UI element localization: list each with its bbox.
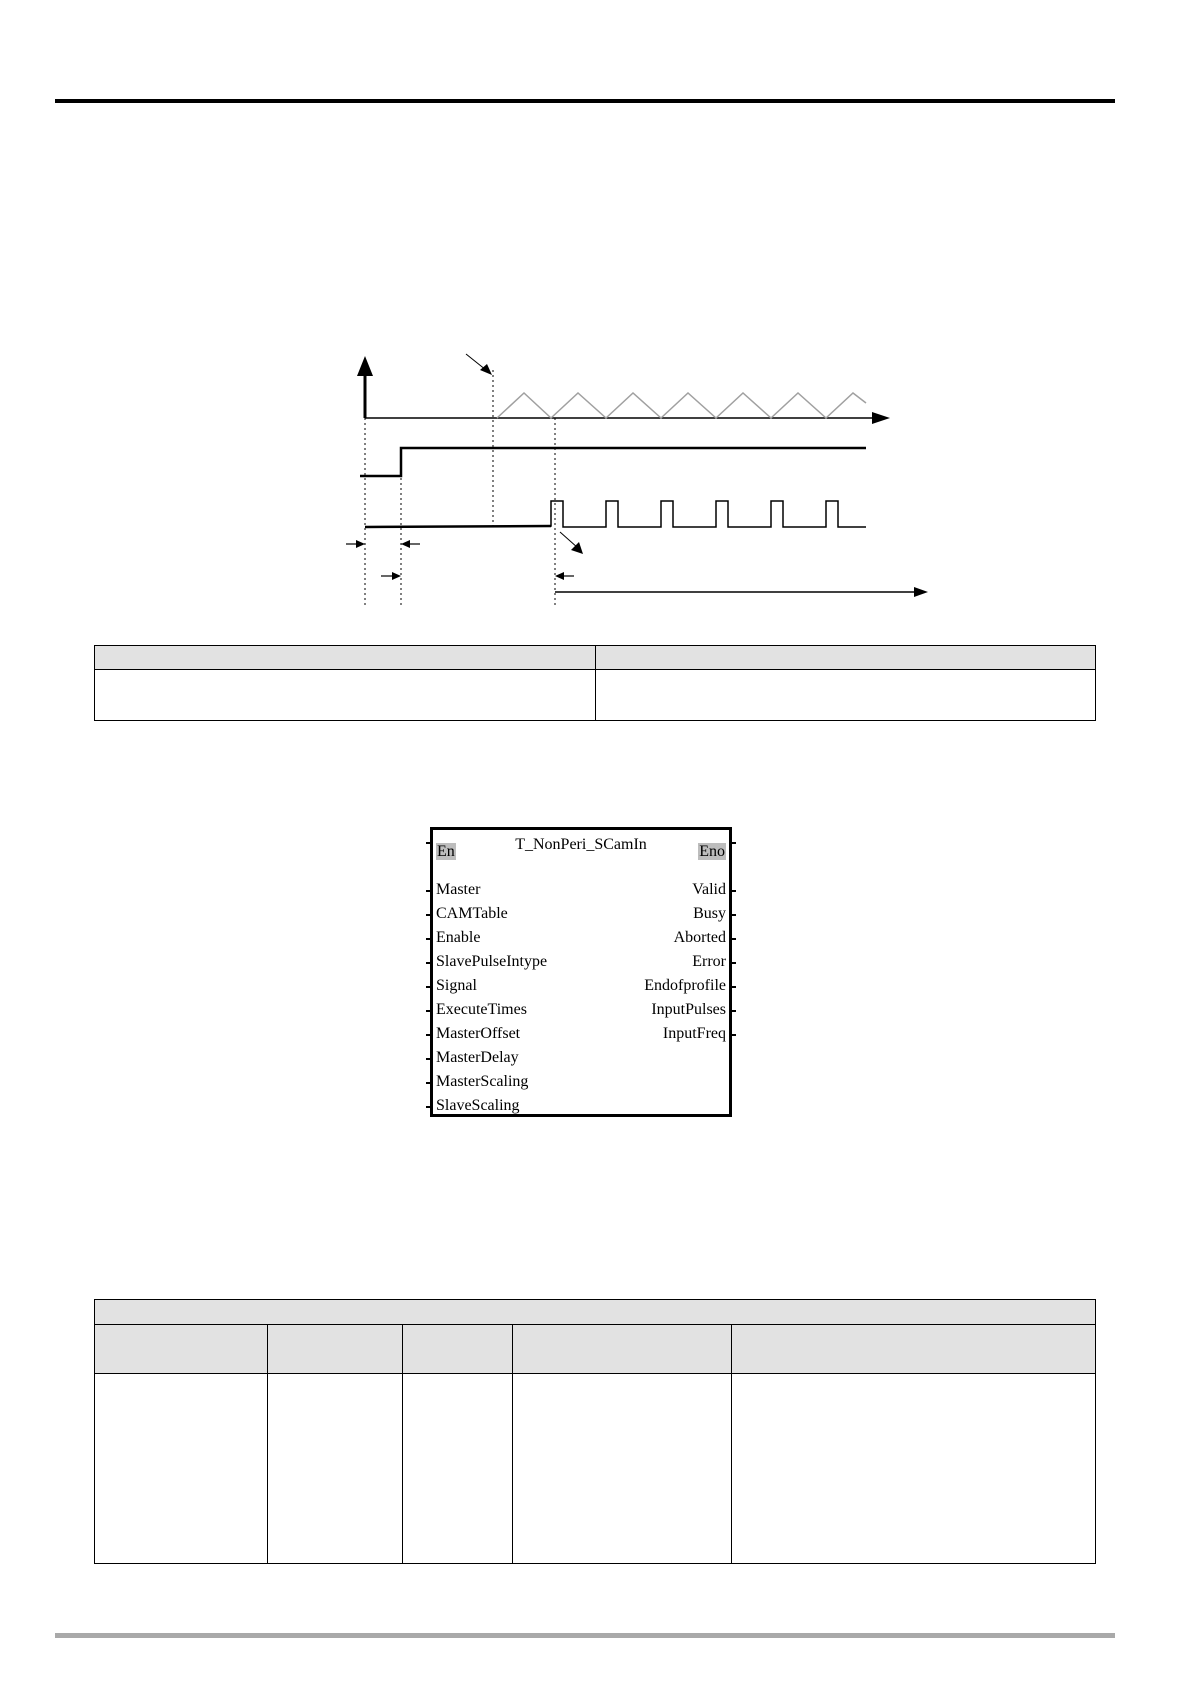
function-block	[430, 827, 732, 1117]
fb-input-pin: Enable	[436, 929, 481, 946]
fb-output-pin: InputFreq	[662, 1025, 726, 1042]
fb-name: T_NonPeri_SCamIn	[515, 836, 647, 853]
table-cell	[513, 1374, 732, 1564]
fb-input-pin: MasterDelay	[436, 1049, 519, 1066]
timing-x-arrow	[872, 412, 890, 424]
fb-en-pin	[436, 842, 456, 862]
table-cell	[95, 670, 596, 721]
fb-input-pin: SlaveScaling	[436, 1097, 520, 1114]
fb-input-pin: MasterOffset	[436, 1025, 521, 1042]
table-header-cell	[95, 1325, 268, 1374]
table-header-cell	[732, 1325, 1096, 1374]
offset-arrow-right	[392, 572, 401, 580]
delay-arrow-right	[356, 540, 365, 548]
offset-arrow-left	[555, 572, 564, 580]
footer-rule	[55, 1633, 1115, 1638]
table-cell	[268, 1374, 403, 1564]
fb-input-pin: Master	[436, 881, 481, 898]
table-header-cell	[513, 1325, 732, 1374]
fb-output-pin: InputPulses	[651, 1001, 726, 1018]
timing-y-arrow	[357, 356, 373, 376]
fb-eno-pin	[698, 842, 726, 862]
enable-signal	[360, 448, 866, 476]
fb-output-pin: Aborted	[673, 929, 726, 946]
table-header-cell	[403, 1325, 513, 1374]
table-cell	[403, 1374, 513, 1564]
fb-input-pin: CAMTable	[436, 905, 508, 922]
pulse-pointer	[560, 532, 578, 548]
fb-input-pin: ExecuteTimes	[436, 1001, 527, 1018]
fb-output-pin: Busy	[693, 905, 726, 922]
fb-output-pin: Endofprofile	[644, 977, 726, 994]
table-header-cell	[596, 646, 1096, 670]
master-wave	[497, 393, 866, 418]
delay-arrow-left	[401, 540, 410, 548]
table-cell	[596, 670, 1096, 721]
fb-input-pin: MasterScaling	[436, 1073, 529, 1090]
fb-output-pin: Error	[692, 953, 726, 970]
parameter-table-large	[94, 1299, 1096, 1564]
fb-eno-label: Eno	[699, 843, 725, 860]
pulse-signal	[365, 501, 866, 527]
timing-diagram	[0, 0, 1190, 620]
fb-en-label: En	[437, 843, 455, 860]
table-cell	[95, 1374, 268, 1564]
fb-input-pin: Signal	[436, 977, 477, 994]
fb-input-pin: SlavePulseIntype	[436, 953, 548, 970]
table-header-cell	[95, 1300, 1096, 1325]
table-header-cell	[95, 646, 596, 670]
parameter-table-small	[94, 645, 1096, 721]
table-cell	[732, 1374, 1096, 1564]
fb-output-pin: Valid	[692, 881, 726, 898]
execute-span-arrow	[914, 587, 928, 597]
table-header-cell	[268, 1325, 403, 1374]
